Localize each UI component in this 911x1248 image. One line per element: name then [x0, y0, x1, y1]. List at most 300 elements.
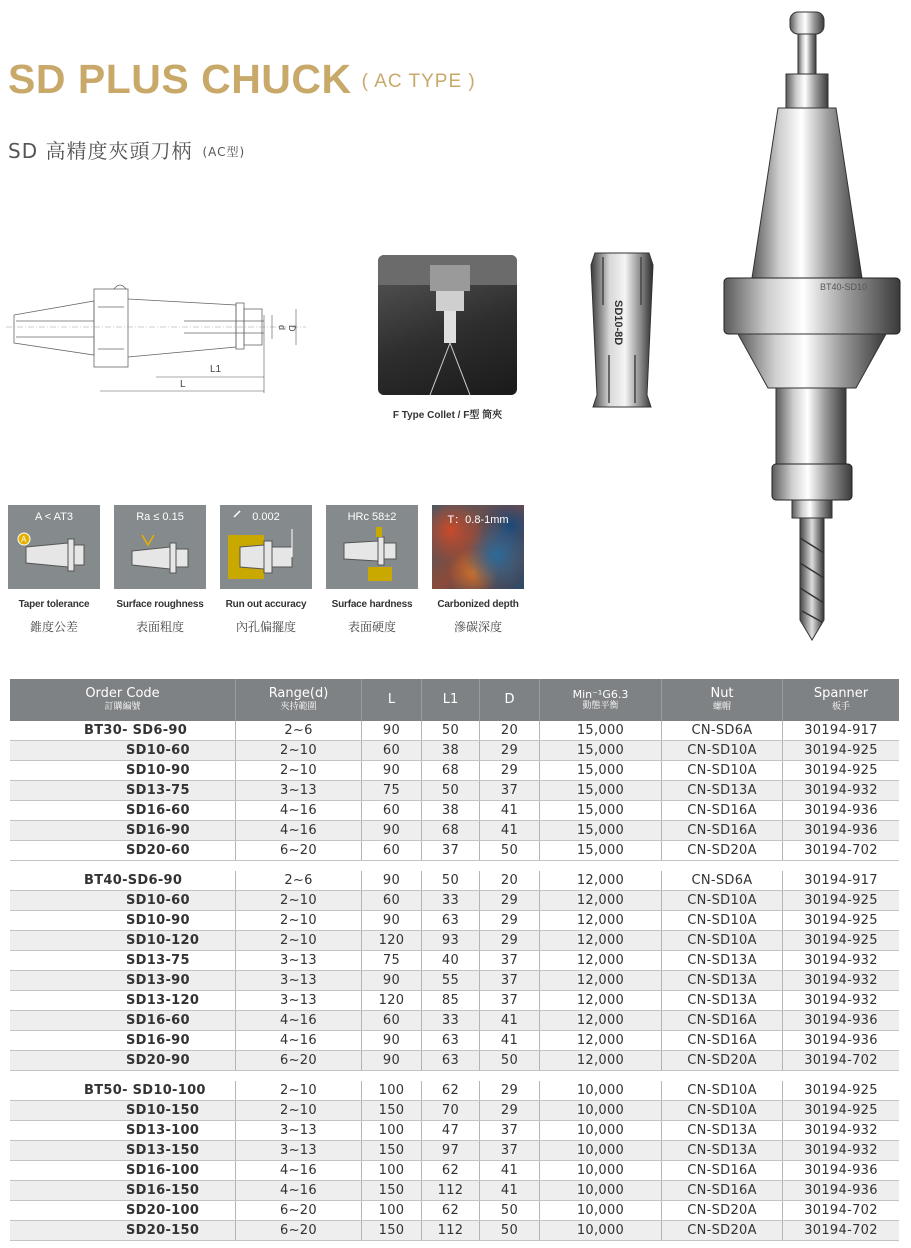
feature-tile — [432, 505, 524, 589]
cell-l1: 40 — [422, 951, 480, 970]
cell-balance: 10,000 — [540, 1101, 662, 1120]
cell-balance: 12,000 — [540, 931, 662, 950]
cell-order-code: BT40-SD6-90 — [10, 871, 236, 890]
cell-l1: 50 — [422, 871, 480, 890]
table-row — [10, 1051, 899, 1071]
cell-l: 150 — [362, 1181, 422, 1200]
cell-nut: CN-SD10A — [662, 1081, 783, 1100]
cell-balance: 12,000 — [540, 871, 662, 890]
cell-l1: 63 — [422, 1031, 480, 1050]
cell-range: 2~10 — [236, 931, 362, 950]
cell-balance: 12,000 — [540, 1011, 662, 1030]
cell-d: 29 — [480, 911, 540, 930]
cell-order-code: SD16-60 — [10, 801, 236, 820]
cell-l1: 112 — [422, 1221, 480, 1240]
feature-en: Carbonized depth — [437, 599, 519, 610]
cell-spanner: 30194-936 — [804, 1013, 878, 1028]
cell-balance: 10,000 — [540, 1081, 662, 1100]
cell-balance: 12,000 — [540, 911, 662, 930]
col-header-zh: 螺帽 — [712, 702, 731, 713]
cell-nut: CN-SD16A — [662, 1161, 783, 1180]
cell-nut: CN-SD16A — [662, 801, 783, 820]
cell-l: 100 — [362, 1121, 422, 1140]
cell-d: 41 — [480, 821, 540, 840]
cell-d: 20 — [480, 871, 540, 890]
col-d — [480, 679, 540, 721]
feature-zh: 表面粗度 — [135, 620, 184, 634]
feature-tile — [326, 505, 418, 589]
cell-l: 90 — [362, 761, 422, 780]
cell-balance: 15,000 — [540, 721, 662, 740]
cell-d: 29 — [480, 741, 540, 760]
cell-l: 90 — [362, 871, 422, 890]
cell-d: 50 — [480, 841, 540, 860]
spec-table — [10, 679, 899, 1248]
cell-l: 90 — [362, 1051, 422, 1070]
cell-nut: CN-SD16A — [662, 1181, 783, 1200]
cell-spanner: 30194-702 — [804, 1223, 878, 1238]
table-row — [10, 971, 899, 991]
cell-l: 150 — [362, 1101, 422, 1120]
drawing-label-D: D — [287, 325, 297, 332]
table-row — [10, 1011, 899, 1031]
page-title — [8, 56, 476, 103]
cell-balance: 12,000 — [540, 991, 662, 1010]
cell-balance: 15,000 — [540, 841, 662, 860]
feature-tile-label: A < AT3 — [34, 511, 74, 523]
cell-range: 4~16 — [236, 1011, 362, 1030]
cell-d: 50 — [480, 1221, 540, 1240]
cell-nut: CN-SD10A — [662, 931, 783, 950]
feature-carbonized-depth — [432, 505, 524, 635]
subtitle-type: (AC型) — [202, 145, 246, 159]
col-header-zh: 訂購編號 — [104, 702, 141, 713]
table-row — [10, 721, 899, 741]
col-range — [236, 679, 362, 721]
cell-d: 50 — [480, 1201, 540, 1220]
cell-l1: 93 — [422, 931, 480, 950]
cell-spanner: 30194-936 — [804, 1163, 878, 1178]
col-header-zh: 動態平衡 — [582, 701, 619, 712]
collet-marking: SD10-8D — [612, 300, 624, 346]
col-balance — [540, 679, 662, 721]
cell-d: 41 — [480, 801, 540, 820]
cell-balance: 12,000 — [540, 951, 662, 970]
col-header-en: D — [504, 692, 515, 708]
table-row — [10, 821, 899, 841]
cell-spanner: 30194-917 — [804, 723, 878, 738]
cell-order-code: SD16-100 — [10, 1161, 236, 1180]
cell-l1: 62 — [422, 1081, 480, 1100]
table-row — [10, 1201, 899, 1221]
table-row — [10, 1221, 899, 1241]
cell-l: 90 — [362, 721, 422, 740]
feature-runout-accuracy — [220, 505, 312, 635]
cell-spanner: 30194-702 — [804, 843, 878, 858]
cell-range: 2~10 — [236, 911, 362, 930]
cell-d: 37 — [480, 971, 540, 990]
feature-zh: 內孔偏擺度 — [235, 620, 296, 634]
cell-spanner: 30194-932 — [804, 1123, 878, 1138]
table-group — [10, 1081, 899, 1241]
table-group — [10, 871, 899, 1071]
cell-order-code: SD20-150 — [10, 1221, 236, 1240]
cell-order-code: SD13-90 — [10, 971, 236, 990]
col-header-en: L1 — [442, 692, 459, 708]
cell-order-code: SD10-60 — [10, 741, 236, 760]
cell-spanner: 30194-936 — [804, 1033, 878, 1048]
table-row — [10, 1181, 899, 1201]
cell-l: 90 — [362, 821, 422, 840]
cell-d: 41 — [480, 1011, 540, 1030]
cell-range: 2~10 — [236, 761, 362, 780]
cell-d: 29 — [480, 891, 540, 910]
subtitle-text: SD 高精度夾頭刀柄 — [8, 139, 193, 163]
cell-range: 3~13 — [236, 951, 362, 970]
cell-l1: 62 — [422, 1201, 480, 1220]
col-spanner — [783, 679, 899, 721]
cell-l: 60 — [362, 891, 422, 910]
cell-d: 37 — [480, 951, 540, 970]
cell-l: 120 — [362, 991, 422, 1010]
cell-balance: 12,000 — [540, 971, 662, 990]
holder-marking: BT40-SD10 — [820, 282, 868, 292]
cell-order-code: SD10-120 — [10, 931, 236, 950]
collet-caption: F Type Collet / F型 筒夾 — [392, 410, 503, 421]
cell-balance: 10,000 — [540, 1141, 662, 1160]
cell-d: 41 — [480, 1161, 540, 1180]
cell-nut: CN-SD13A — [662, 1141, 783, 1160]
table-row — [10, 1081, 899, 1101]
col-header-en: Min⁻¹G6.3 — [572, 687, 629, 701]
feature-surface-roughness — [114, 505, 206, 635]
cell-order-code: SD16-60 — [10, 1011, 236, 1030]
cell-order-code: SD10-60 — [10, 891, 236, 910]
cell-l1: 50 — [422, 781, 480, 800]
cell-order-code: BT30- SD6-90 — [10, 721, 236, 740]
cell-balance: 10,000 — [540, 1181, 662, 1200]
cell-nut: CN-SD20A — [662, 1221, 783, 1240]
cell-nut: CN-SD10A — [662, 741, 783, 760]
cell-nut: CN-SD13A — [662, 971, 783, 990]
title-type: ( AC TYPE ) — [361, 71, 476, 92]
cell-l1: 38 — [422, 801, 480, 820]
cell-l1: 68 — [422, 761, 480, 780]
col-header-en: Spanner — [813, 686, 869, 702]
cell-d: 37 — [480, 781, 540, 800]
cell-balance: 10,000 — [540, 1161, 662, 1180]
cell-d: 29 — [480, 1081, 540, 1100]
title-text: SD PLUS CHUCK — [8, 56, 352, 102]
feature-surface-hardness — [326, 505, 418, 635]
cell-order-code: SD16-90 — [10, 1031, 236, 1050]
cell-l1: 70 — [422, 1101, 480, 1120]
cell-range: 2~10 — [236, 1081, 362, 1100]
feature-tile — [114, 505, 206, 589]
cell-d: 41 — [480, 1181, 540, 1200]
cell-nut: CN-SD6A — [662, 871, 783, 890]
cell-range: 2~6 — [236, 721, 362, 740]
col-order-code — [10, 679, 236, 721]
feature-tile-label: HRc 58±2 — [347, 511, 397, 523]
col-nut — [662, 679, 783, 721]
technical-drawing — [6, 275, 306, 400]
cell-d: 50 — [480, 1051, 540, 1070]
cell-balance: 15,000 — [540, 821, 662, 840]
cell-l1: 68 — [422, 821, 480, 840]
cell-spanner: 30194-925 — [804, 763, 878, 778]
cell-l1: 38 — [422, 741, 480, 760]
cell-balance: 15,000 — [540, 761, 662, 780]
cell-nut: CN-SD20A — [662, 1201, 783, 1220]
cell-spanner: 30194-932 — [804, 973, 878, 988]
collet-image — [583, 245, 661, 415]
taper-icon — [8, 505, 100, 589]
cell-d: 20 — [480, 721, 540, 740]
cell-nut: CN-SD13A — [662, 1121, 783, 1140]
cell-order-code: SD10-90 — [10, 911, 236, 930]
cell-range: 4~16 — [236, 1181, 362, 1200]
table-row — [10, 891, 899, 911]
table-row — [10, 761, 899, 781]
cell-range: 3~13 — [236, 1141, 362, 1160]
cell-order-code: SD10-150 — [10, 1101, 236, 1120]
col-header-zh: 板手 — [831, 702, 850, 713]
cell-l1: 37 — [422, 841, 480, 860]
table-row — [10, 931, 899, 951]
feature-en: Surface hardness — [331, 599, 413, 610]
cell-order-code: SD20-100 — [10, 1201, 236, 1220]
col-header-en: L — [387, 692, 396, 708]
col-header-en: Order Code — [85, 686, 160, 702]
feature-tile-label: 0.002 — [252, 511, 280, 523]
cell-order-code: SD13-150 — [10, 1141, 236, 1160]
cell-range: 4~16 — [236, 1161, 362, 1180]
cell-nut: CN-SD13A — [662, 781, 783, 800]
cell-l: 100 — [362, 1081, 422, 1100]
cell-range: 3~13 — [236, 991, 362, 1010]
cell-balance: 15,000 — [540, 741, 662, 760]
cell-balance: 12,000 — [540, 891, 662, 910]
cell-spanner: 30194-925 — [804, 743, 878, 758]
col-header-en: Range(d) — [268, 686, 329, 702]
cell-d: 29 — [480, 761, 540, 780]
cell-nut: CN-SD10A — [662, 761, 783, 780]
table-row — [10, 1031, 899, 1051]
cell-spanner: 30194-925 — [804, 913, 878, 928]
cell-nut: CN-SD13A — [662, 991, 783, 1010]
feature-zh: 表面硬度 — [347, 620, 396, 634]
table-row — [10, 951, 899, 971]
table-row — [10, 1101, 899, 1121]
cell-spanner: 30194-932 — [804, 993, 878, 1008]
cell-nut: CN-SD16A — [662, 1031, 783, 1050]
feature-zh: 滲碳深度 — [453, 620, 502, 634]
cell-spanner: 30194-702 — [804, 1203, 878, 1218]
cell-range: 2~6 — [236, 871, 362, 890]
feature-en: Surface roughness — [116, 599, 204, 610]
table-row — [10, 781, 899, 801]
taper-badge: A — [21, 535, 27, 544]
machine-illustration — [378, 255, 517, 395]
cell-range: 3~13 — [236, 971, 362, 990]
cell-l: 150 — [362, 1141, 422, 1160]
col-header-zh: 夾持範圍 — [280, 702, 317, 713]
cell-l: 60 — [362, 801, 422, 820]
cell-d: 37 — [480, 1141, 540, 1160]
machine-photo — [378, 255, 517, 395]
table-row — [10, 911, 899, 931]
cell-balance: 12,000 — [540, 1031, 662, 1050]
cell-spanner: 30194-702 — [804, 1053, 878, 1068]
cell-l: 90 — [362, 911, 422, 930]
cell-range: 6~20 — [236, 841, 362, 860]
cell-range: 3~13 — [236, 1121, 362, 1140]
cell-d: 37 — [480, 1121, 540, 1140]
feature-tile-label: T：0.8-1mm — [447, 514, 509, 526]
drawing-label-l: L — [180, 379, 186, 390]
cell-d: 29 — [480, 931, 540, 950]
cell-spanner: 30194-925 — [804, 1103, 878, 1118]
cell-l: 100 — [362, 1161, 422, 1180]
cell-l: 100 — [362, 1201, 422, 1220]
cell-spanner: 30194-936 — [804, 803, 878, 818]
cell-balance: 12,000 — [540, 1051, 662, 1070]
cell-range: 6~20 — [236, 1221, 362, 1240]
feature-zh: 錐度公差 — [29, 620, 78, 634]
cell-nut: CN-SD10A — [662, 891, 783, 910]
cell-nut: CN-SD20A — [662, 841, 783, 860]
cell-l: 75 — [362, 951, 422, 970]
cell-nut: CN-SD20A — [662, 1051, 783, 1070]
cell-spanner: 30194-936 — [804, 823, 878, 838]
cell-l: 90 — [362, 971, 422, 990]
cell-l1: 63 — [422, 911, 480, 930]
cell-balance: 10,000 — [540, 1201, 662, 1220]
cell-order-code: SD16-150 — [10, 1181, 236, 1200]
cell-l: 90 — [362, 1031, 422, 1050]
drawing-label-d: d — [277, 325, 287, 331]
cell-spanner: 30194-925 — [804, 933, 878, 948]
cell-l: 150 — [362, 1221, 422, 1240]
feature-taper-tolerance — [8, 505, 100, 635]
cell-d: 29 — [480, 1101, 540, 1120]
cell-spanner: 30194-925 — [804, 893, 878, 908]
cell-l1: 62 — [422, 1161, 480, 1180]
cell-range: 2~10 — [236, 1101, 362, 1120]
cell-spanner: 30194-932 — [804, 783, 878, 798]
cell-l1: 47 — [422, 1121, 480, 1140]
cell-spanner: 30194-932 — [804, 953, 878, 968]
cell-l1: 33 — [422, 1011, 480, 1030]
table-header — [10, 679, 899, 721]
table-row — [10, 991, 899, 1011]
cell-l1: 63 — [422, 1051, 480, 1070]
col-header-en: Nut — [710, 686, 734, 702]
cell-order-code: SD13-120 — [10, 991, 236, 1010]
page-subtitle — [8, 135, 245, 164]
cell-balance: 10,000 — [540, 1121, 662, 1140]
cell-spanner: 30194-917 — [804, 873, 878, 888]
table-row — [10, 871, 899, 891]
cell-nut: CN-SD16A — [662, 821, 783, 840]
cell-l: 120 — [362, 931, 422, 950]
col-l — [362, 679, 422, 721]
feature-en: Taper tolerance — [18, 599, 90, 610]
cell-balance: 15,000 — [540, 781, 662, 800]
tool-holder-image — [720, 8, 905, 643]
cell-l: 60 — [362, 841, 422, 860]
roughness-icon — [114, 505, 206, 589]
cell-order-code: SD13-75 — [10, 781, 236, 800]
cell-order-code: BT50- SD10-100 — [10, 1081, 236, 1100]
cell-range: 2~10 — [236, 891, 362, 910]
cell-range: 6~20 — [236, 1051, 362, 1070]
cell-range: 4~16 — [236, 1031, 362, 1050]
cell-nut: CN-SD13A — [662, 951, 783, 970]
table-row — [10, 1141, 899, 1161]
table-row — [10, 841, 899, 861]
cell-l1: 85 — [422, 991, 480, 1010]
table-group — [10, 721, 899, 861]
cell-nut: CN-SD6A — [662, 721, 783, 740]
cell-spanner: 30194-936 — [804, 1183, 878, 1198]
cell-spanner: 30194-925 — [804, 1083, 878, 1098]
cell-balance: 10,000 — [540, 1221, 662, 1240]
cell-balance: 15,000 — [540, 801, 662, 820]
col-l1 — [422, 679, 480, 721]
table-row — [10, 741, 899, 761]
cell-l: 60 — [362, 741, 422, 760]
cell-spanner: 30194-932 — [804, 1143, 878, 1158]
cell-range: 6~20 — [236, 1201, 362, 1220]
cell-nut: CN-SD10A — [662, 1101, 783, 1120]
cell-order-code: SD20-60 — [10, 841, 236, 860]
feature-tile — [220, 505, 312, 589]
drawing-label-l1: L1 — [210, 364, 222, 375]
table-row — [10, 801, 899, 821]
cell-range: 2~10 — [236, 741, 362, 760]
cell-nut: CN-SD16A — [662, 1011, 783, 1030]
cell-order-code: SD13-100 — [10, 1121, 236, 1140]
cell-range: 3~13 — [236, 781, 362, 800]
cell-d: 41 — [480, 1031, 540, 1050]
cell-l1: 97 — [422, 1141, 480, 1160]
cell-order-code: SD13-75 — [10, 951, 236, 970]
cell-l1: 112 — [422, 1181, 480, 1200]
cell-range: 4~16 — [236, 801, 362, 820]
table-body — [10, 721, 899, 1241]
cell-order-code: SD16-90 — [10, 821, 236, 840]
cell-l1: 50 — [422, 721, 480, 740]
cell-l: 75 — [362, 781, 422, 800]
cell-order-code: SD10-90 — [10, 761, 236, 780]
feature-en: Run out accuracy — [225, 599, 307, 610]
cell-l1: 55 — [422, 971, 480, 990]
cell-d: 37 — [480, 991, 540, 1010]
table-row — [10, 1161, 899, 1181]
cell-order-code: SD20-90 — [10, 1051, 236, 1070]
hardness-icon — [326, 505, 418, 589]
cell-l: 60 — [362, 1011, 422, 1030]
feature-tile — [8, 505, 100, 589]
table-row — [10, 1121, 899, 1141]
cell-nut: CN-SD10A — [662, 911, 783, 930]
runout-icon — [220, 505, 312, 589]
feature-tile-label: Ra ≤ 0.15 — [136, 511, 184, 523]
cell-range: 4~16 — [236, 821, 362, 840]
cell-l1: 33 — [422, 891, 480, 910]
